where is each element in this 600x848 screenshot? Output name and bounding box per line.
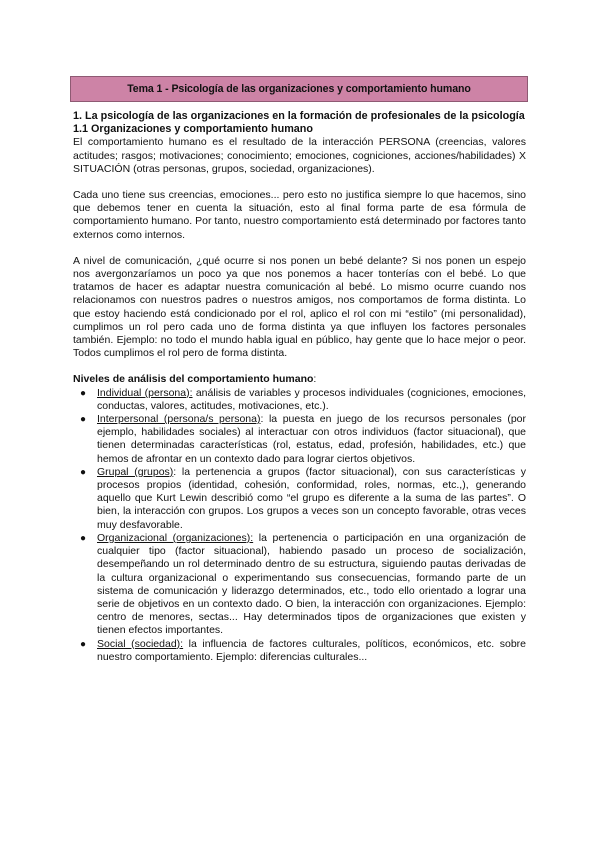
list-item xyxy=(73,413,526,466)
level-description: la pertenencia o participación en una organización de cualquier tipo (factor situacional), habiendo pasado un proceso de socialización, desempeñando un rol determinado dentro de su estructura, siguiendo pautas derivadas de la cultura organizacional o experimentando sus consecuencias, formando parte de un sistema de comunicación y liderazgo determinados, etc., todo ello orientado a lograr una serie de objetivos en un contexto dado. O bien, la interacción con organizaciones. Ejemplo: centro de menores, sectas... Hay determinados tipos de organizaciones que existen y tienen efectos importantes. xyxy=(97,531,526,637)
level-term: Interpersonal (persona/s persona) xyxy=(97,413,261,426)
bullet-icon: ● xyxy=(80,466,87,478)
list-item xyxy=(73,466,526,532)
level-term: Grupal (grupos) xyxy=(97,465,174,478)
bullet-icon: ● xyxy=(80,532,87,544)
levels-heading-colon: : xyxy=(313,373,317,386)
document-body xyxy=(73,110,526,664)
list-item xyxy=(73,638,526,664)
level-term: Individual (persona): xyxy=(97,386,193,399)
paragraph-communication-example: A nivel de comunicación, ¿qué ocurre si nos ponen un bebé delante? Si nos ponen un espejo nos avergonzaríamos un poco ya que nos ponemos a hacer tonterías con el bebé. Lo que tratamos de hacer es adaptar nuestra comunicación al bebé. Lo mismo ocurre cuando nos relacionamos con nuestros padres o nuestros amigos, nos comportamos de forma distinta. Lo que estoy haciendo está condicionado por el rol, aplico el rol con mi “estilo” (mi personalidad), cumplimos un rol pero cada uno de forma distinta ya que influyen los factores personales también. Ejemplo: no todo el mundo habla igual en público, hay gente que lo hace mejor o peor. Todos cumplimos el rol pero de forma distinta. xyxy=(73,254,526,360)
list-item xyxy=(73,532,526,638)
topic-title-banner xyxy=(70,76,528,102)
bullet-icon: ● xyxy=(80,414,87,426)
levels-list xyxy=(73,387,526,664)
paragraph-behavior-formula: El comportamiento humano es el resultado de la interacción PERSONA (creencias, valores actitudes; rasgos; motivaciones; conocimiento; emociones, cogniciones, acciones/habilidades) X SITUACIÓN (otras personas, grupos, sociedad, organizaciones). xyxy=(73,136,526,175)
level-term: Organizacional (organizaciones): xyxy=(97,531,254,544)
level-description: la influencia de factores culturales, políticos, económicos, etc. sobre nuestro comportamiento. Ejemplo: diferencias culturales... xyxy=(97,637,526,663)
spacer xyxy=(73,176,526,189)
bullet-icon: ● xyxy=(80,387,87,399)
list-item xyxy=(73,387,526,413)
level-description: : la puesta en juego de los recursos personales (por ejemplo, habilidades sociales) al interactuar con otros individuos (factor situacional), que tienen determinadas características (rol, estatus, edad, profesión, habilidades, etc.) que hemos de afrontar en un contexto dado para lograr ciertos objetivos. xyxy=(97,413,526,465)
spacer xyxy=(73,360,526,373)
level-description: : la pertenencia a grupos (factor situacional), con sus características y procesos propios (identidad, cohesión, conformidad, roles, normas, etc.,), generando aquello que Kurt Lewin describió como “el grupo es diferente a la suma de las partes”. O bien, la interacción con grupos. Los grupos a veces son un concepto favorable, otras veces muy desfavorable. xyxy=(97,465,526,531)
section-heading: 1. La psicología de las organizaciones en la formación de profesionales de la psicología xyxy=(73,110,525,122)
level-term: Social (sociedad): xyxy=(97,637,184,650)
subsection-heading: 1.1 Organizaciones y comportamiento humano xyxy=(73,123,313,136)
paragraph-situation: Cada uno tiene sus creencias, emociones... pero esto no justifica siempre lo que hacemos, sino que debemos tener en cuenta la situación, esto al final forma parte de esa fórmula de comportamiento humano. Por tanto, nuestro comportamiento está determinado por factores tanto externos como internos. xyxy=(73,189,526,241)
spacer xyxy=(73,242,526,255)
levels-heading xyxy=(73,373,526,386)
level-description: análisis de variables y procesos individuales (cogniciones, emociones, conductas, valores, actitudes, motivaciones, etc.). xyxy=(97,386,526,412)
topic-title: Tema 1 - Psicología de las organizaciones y comportamiento humano xyxy=(127,83,471,95)
levels-heading-text: Niveles de análisis del comportamiento humano xyxy=(73,373,314,386)
bullet-icon: ● xyxy=(80,638,87,650)
